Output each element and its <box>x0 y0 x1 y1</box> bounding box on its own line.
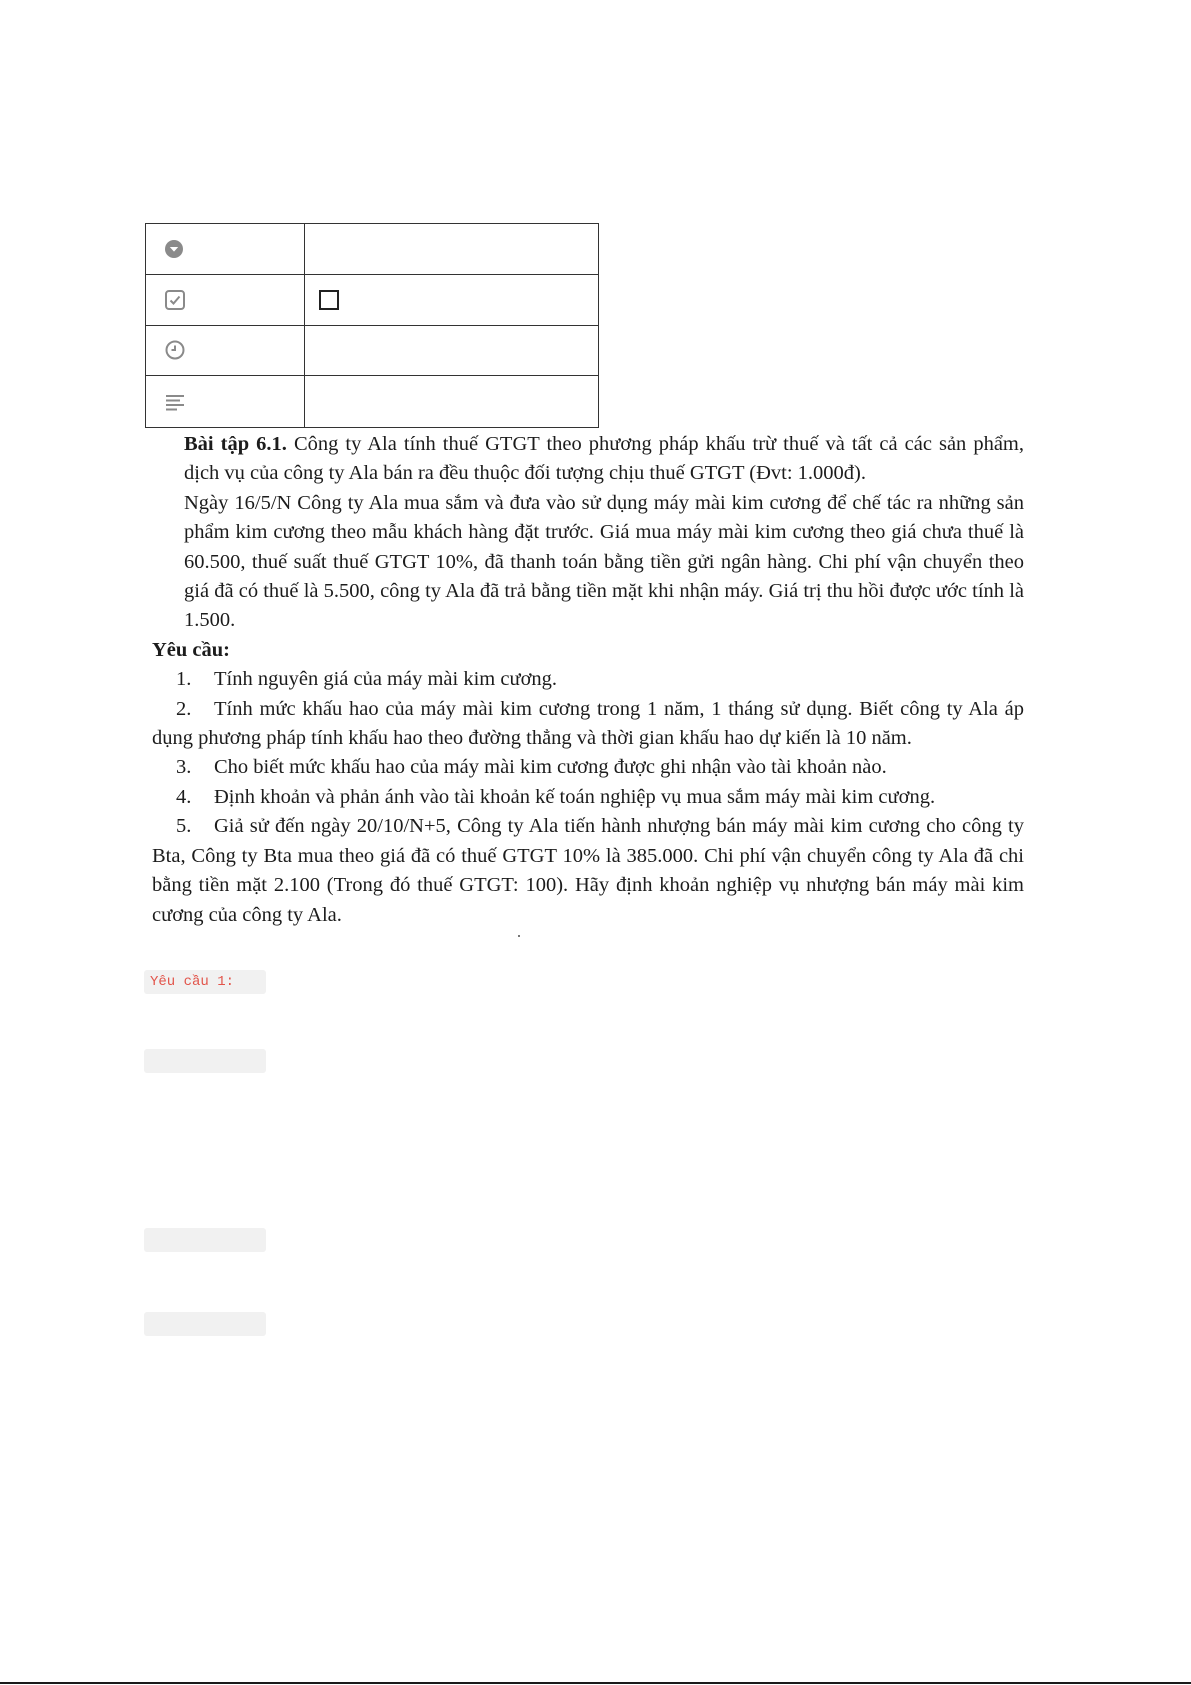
properties-table <box>145 223 599 428</box>
requirement-number: 4. <box>176 785 192 808</box>
code-tag-empty[interactable] <box>144 1049 266 1073</box>
property-row-select[interactable] <box>146 224 598 275</box>
property-key <box>146 224 305 274</box>
property-value[interactable] <box>305 326 598 376</box>
requirement-text: Giả sử đến ngày 20/10/N+5, Công ty Ala tiến hành nhượng bán máy mài kim cương cho công ty Bta, Công ty Bta mua theo giá đã có thuế GTGT 10% là 385.000. Chi phí vận chuyển công ty Ala đã chi bằng tiền mặt 2.100 (Trong đó thuế GTGT: 100). Hãy định khoản nghiệp vụ nhượng bán máy mài kim cương của công ty Ala. <box>152 815 1024 926</box>
property-key <box>146 275 305 325</box>
page-footer-fragment <box>580 1675 940 1679</box>
requirement-item <box>152 812 1024 930</box>
requirement-number: 1. <box>176 668 192 691</box>
requirement-text: Định khoản và phản ánh vào tài khoản kế toán nghiệp vụ mua sắm máy mài kim cương. <box>214 785 936 808</box>
exercise-paragraph: Ngày 16/5/N Công ty Ala mua sắm và đưa vào sử dụng máy mài kim cương để chế tác ra những sản phẩm kim cương theo mẫu khách hàng đặt trước. Giá mua máy mài kim cương theo giá chưa thuế là 60.500, thuế suất thuế GTGT 10%, đã thanh toán bằng tiền gửi ngân hàng. Chi phí vận chuyển theo giá đã có thuế là 5.500, công ty Ala đã trả bằng tiền mặt khi nhận máy. Giá trị thu hồi được ước tính là 1.500. <box>184 491 1024 632</box>
property-key <box>146 376 305 427</box>
code-tag-empty[interactable] <box>144 1312 266 1336</box>
property-value[interactable] <box>305 376 598 427</box>
text-lines-icon <box>164 391 186 413</box>
property-key <box>146 326 305 376</box>
exercise-intro <box>152 430 1024 489</box>
requirement-text: Tính nguyên giá của máy mài kim cương. <box>214 668 558 691</box>
requirement-number: 2. <box>176 697 192 720</box>
requirement-number: 3. <box>176 756 192 779</box>
requirement-item <box>152 783 1024 812</box>
checkbox-input[interactable] <box>319 290 339 310</box>
code-tag-empty[interactable] <box>144 1228 266 1252</box>
requirement-number: 5. <box>176 815 192 838</box>
requirement-item <box>152 665 1024 694</box>
page-bottom-rule <box>0 1682 1191 1684</box>
property-row-date[interactable] <box>146 326 598 377</box>
requirement-item <box>152 753 1024 782</box>
exercise-image <box>152 430 1024 930</box>
requirement-item <box>152 695 1024 754</box>
requirements-title: Yêu cầu: <box>152 638 231 661</box>
scan-artifact <box>518 935 520 937</box>
dropdown-circle-icon <box>164 239 184 259</box>
requirement-text: Cho biết mức khấu hao của máy mài kim cương được ghi nhận vào tài khoản nào. <box>214 756 887 779</box>
checkbox-icon <box>164 289 186 311</box>
clock-icon <box>164 339 186 361</box>
property-row-text[interactable] <box>146 376 598 427</box>
code-tag-requirement-1[interactable]: Yêu cầu 1: <box>144 970 266 994</box>
requirement-text: Tính mức khấu hao của máy mài kim cương trong 1 năm, 1 tháng sử dụng. Biết công ty Ala áp dụng phương pháp tính khấu hao theo đường thẳng và thời gian khấu hao dự kiến là 10 năm. <box>152 697 1024 750</box>
property-value[interactable] <box>305 275 598 325</box>
exercise-intro-text: Công ty Ala tính thuế GTGT theo phương pháp khấu trừ thuế và tất cả các sản phẩm, dịch vụ của công ty Ala bán ra đều thuộc đối tượng chịu thuế GTGT (Đvt: 1.000đ). <box>184 433 1024 485</box>
exercise-title: Bài tập 6.1. <box>184 433 287 455</box>
property-row-checkbox[interactable] <box>146 275 598 326</box>
property-value[interactable] <box>305 224 598 274</box>
